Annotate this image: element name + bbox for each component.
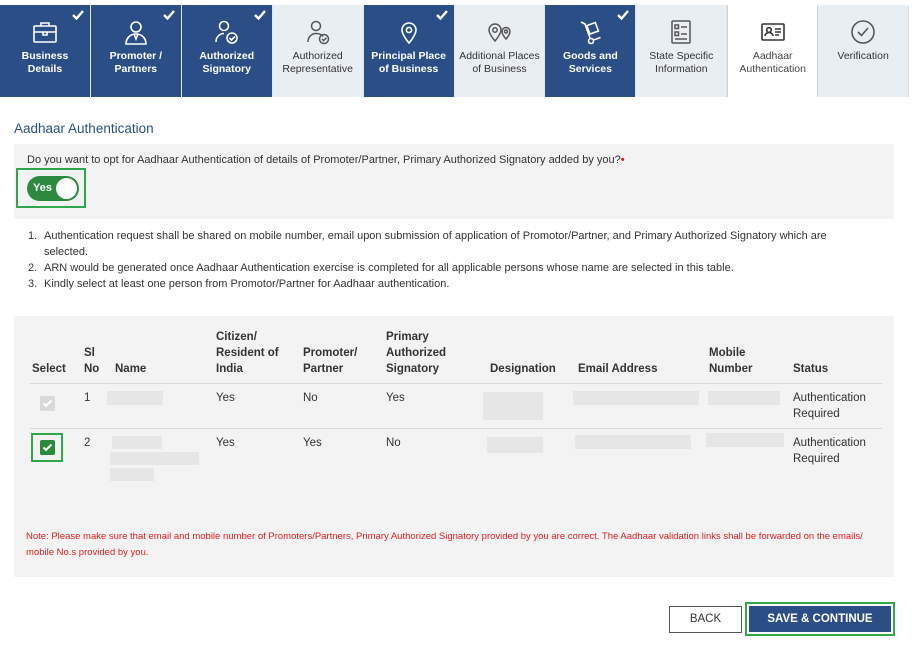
- back-button[interactable]: BACK: [669, 606, 742, 633]
- instruction-text: ARN would be generated once Aadhaar Authentication exercise is completed for all applicable persons whose name are selected in this table.: [44, 262, 734, 274]
- row-select-checkbox[interactable]: [40, 396, 55, 411]
- tab-label: Aadhaar Authentication: [739, 50, 806, 75]
- redacted-name: [112, 436, 162, 449]
- header-mobile-line: Mobile: [709, 347, 746, 359]
- tab-label: Promoter / Partners: [109, 50, 163, 75]
- tab-authorized-representative[interactable]: [273, 5, 364, 97]
- toggle-knob: [56, 178, 77, 199]
- tab-label: State Specific Information: [649, 50, 714, 75]
- required-mark: •: [620, 154, 625, 166]
- aadhaar-opt-in-toggle[interactable]: [27, 176, 79, 201]
- tick-icon: [435, 8, 449, 22]
- instruction-number: 3.: [28, 278, 38, 290]
- briefcase-icon: [30, 17, 60, 47]
- tick-icon: [71, 8, 85, 22]
- header-mobile-line: Number: [709, 363, 753, 375]
- row-promoter: Yes: [303, 437, 322, 449]
- row-divider: [30, 428, 882, 429]
- signatory-icon: [212, 17, 242, 47]
- tick-icon: [162, 8, 176, 22]
- header-sl-line: Sl: [84, 347, 95, 359]
- tab-state-specific[interactable]: [636, 5, 727, 97]
- redacted-email: [573, 391, 699, 405]
- form-list-icon: [666, 17, 696, 47]
- page-title: Aadhaar Authentication: [14, 121, 154, 136]
- header-promoter: [303, 345, 357, 377]
- tab-goods-services[interactable]: [545, 5, 636, 97]
- row-status-line: Authentication: [793, 437, 866, 449]
- header-sl: [84, 345, 99, 377]
- header-sl-line: No: [84, 363, 100, 375]
- tab-label: Authorized Signatory: [199, 50, 255, 75]
- instruction-number: 2.: [28, 262, 38, 274]
- header-select: Select: [32, 363, 66, 375]
- tab-promoter-partners[interactable]: [91, 5, 182, 97]
- header-name: Name: [115, 363, 147, 375]
- multi-location-icon: [484, 17, 514, 47]
- row-divider: [30, 383, 882, 384]
- header-email: Email Address: [578, 363, 658, 375]
- tab-label: Verification: [837, 50, 889, 62]
- header-citizen-line: Citizen/: [216, 331, 257, 343]
- opt-in-question: [27, 154, 625, 166]
- row-primary-signatory: No: [386, 437, 401, 449]
- row-status-line: Required: [793, 408, 840, 420]
- header-designation: Designation: [490, 363, 556, 375]
- hand-truck-icon: [575, 17, 605, 47]
- tab-authorized-signatory[interactable]: [182, 5, 273, 97]
- tab-label: Principal Place of Business: [371, 50, 446, 75]
- row-citizen: Yes: [216, 437, 235, 449]
- instructions-list: [28, 228, 868, 292]
- header-primary-signatory: [386, 329, 446, 377]
- tab-business-details[interactable]: [0, 5, 91, 97]
- tab-verification[interactable]: [818, 5, 909, 97]
- tab-principal-place[interactable]: [364, 5, 455, 97]
- check-circle-icon: [848, 17, 878, 47]
- header-citizen-line: India: [216, 363, 243, 375]
- instruction-number: 1.: [28, 230, 38, 242]
- redacted-email: [575, 435, 691, 449]
- row-status: [793, 390, 866, 422]
- instruction-item: [28, 260, 868, 276]
- tab-label: Business Details: [21, 50, 69, 75]
- header-primary-line: Authorized: [386, 347, 447, 359]
- row-status: [793, 435, 866, 467]
- tab-additional-places[interactable]: [455, 5, 546, 97]
- tab-label: Authorized Representative: [282, 50, 353, 75]
- redacted-mobile: [708, 391, 780, 405]
- row-select-checkbox[interactable]: [40, 440, 55, 455]
- row-status-line: Authentication: [793, 392, 866, 404]
- header-promoter-line: Promoter/: [303, 347, 358, 359]
- instruction-item: [28, 276, 868, 292]
- opt-in-panel: [14, 144, 894, 219]
- instruction-item: [28, 228, 868, 260]
- row-sl-no: 1: [84, 392, 91, 404]
- validation-note: Note: Please make sure that email and mobile number of Promoters/Partners, Primary Authorized Signatory provided by you are correct. The Aadhaar validation links shall be forwarded on the emails/ mobile No.s provided by you.: [26, 531, 863, 558]
- toggle-label: Yes: [33, 182, 52, 194]
- tab-label: Goods and Services: [562, 50, 618, 75]
- location-pin-icon: [394, 17, 424, 47]
- header-promoter-line: Partner: [303, 363, 344, 375]
- header-status: Status: [793, 363, 829, 375]
- redacted-designation: [487, 437, 543, 453]
- row-sl-no: 2: [84, 437, 91, 449]
- opt-in-question-text: Do you want to opt for Aadhaar Authentication of details of Promoter/Partner, Primary Authorized Signatory added by you?: [27, 154, 621, 166]
- tab-label: Additional Places of Business: [459, 50, 540, 75]
- id-card-icon: [758, 17, 788, 47]
- tab-aadhaar-authentication[interactable]: [727, 5, 818, 97]
- row-promoter: No: [303, 392, 318, 404]
- redacted-name: [110, 452, 199, 465]
- instruction-text: Kindly select at least one person from Promotor/Partner for Aadhaar authentication.: [44, 278, 450, 290]
- tick-icon: [616, 8, 630, 22]
- authentication-table: [14, 316, 894, 577]
- header-primary-line: Signatory: [386, 363, 440, 375]
- instruction-text: Authentication request shall be shared on mobile number, email upon submission of application of Promotor/Partner, and Primary Authorized Signatory which are selected.: [44, 230, 827, 258]
- header-mobile: [709, 345, 752, 377]
- save-continue-button[interactable]: SAVE & CONTINUE: [749, 606, 891, 632]
- header-citizen-line: Resident of: [216, 347, 279, 359]
- row-citizen: Yes: [216, 392, 235, 404]
- header-primary-line: Primary: [386, 331, 429, 343]
- redacted-mobile: [706, 433, 784, 447]
- redacted-name: [110, 468, 154, 481]
- toggle-highlight: [16, 168, 86, 208]
- representative-icon: [303, 17, 333, 47]
- row-primary-signatory: Yes: [386, 392, 405, 404]
- redacted-name: [107, 391, 163, 405]
- redacted-designation: [483, 392, 543, 420]
- row-status-line: Required: [793, 453, 840, 465]
- wizard-tabs: [0, 5, 909, 97]
- tick-icon: [253, 8, 267, 22]
- person-icon: [121, 17, 151, 47]
- header-citizen: [216, 329, 279, 377]
